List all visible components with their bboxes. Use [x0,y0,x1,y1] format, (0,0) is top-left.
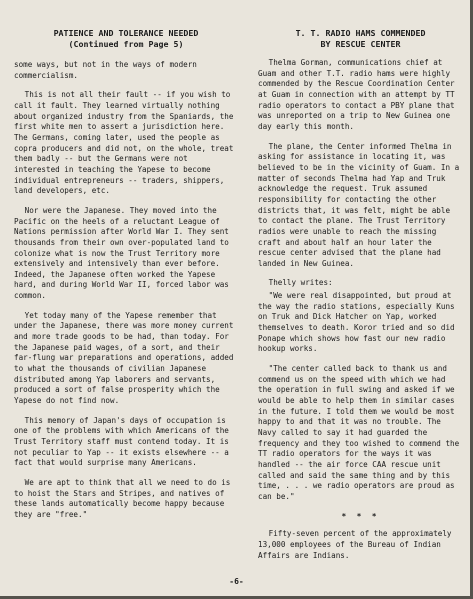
right-paragraph: "We were real disappointed, but proud at the way the radio stations, especially Kuns on Truk and Dick Hatcher on Yap, worked themselves to death. Koror tried and so did Ponape which shows how fast our new radio hookup works. [258,291,455,354]
section-separator: * * * [341,511,380,521]
left-paragraph: Yet today many of the Yapese remember that under the Japanese, there was more money current and more trade goods to be had, than today. For the Japanese paid wages, of a sort, and their far-flung war preparations and operations, added to what the thousands of civilian Japanese distributed among Yap laborers and servants, produced a sort of false prosperity which the Yapese do not find now. [14,310,234,406]
left-heading-subtitle: (Continued from Page 5) [68,39,184,49]
left-heading-title: PATIENCE AND TOLERANCE NEEDED [53,28,199,38]
page-number: -6- [229,577,244,586]
right-paragraph: Thelma Gorman, communications chief at Guam and other T.T. radio hams were highly commended by the Rescue Coordination Center at Guam in connection with an attempt by TT radio operators to contact a PBY plane that was unreported on a trip to New Guinea one day early this month. [258,58,455,131]
right-column [258,28,463,570]
right-paragraph: The plane, the Center informed Thelma in asking for assistance in locating it, was believed to be in the vicinity of Guam. In a matter of seconds Thelma had Yap and Truk acknowledge the request. Truk assumed responsibility for contacting the other districts that, it was felt, might be able to contact the plane. The Trust Territory radios were unable to reach the missing craft and about half an hour later the rescue center advised that the plane had landed in New Guinea. [258,141,460,268]
left-paragraph: This memory of Japan's days of occupation is one of the problems with which Americans of the Trust Territory staff must contend today. It is not peculiar to Yap -- it exists elsewhere -- a fact that would surprise many Americans. [14,415,229,468]
right-heading-subtitle: BY RESCUE CENTER [320,39,401,49]
closing-paragraph: Fifty-seven percent of the approximately 13,000 employees of the Bureau of Indian Affairs are Indians. [258,529,452,560]
right-article-heading [258,28,463,50]
right-heading-title: T. T. RADIO HAMS COMMENDED [295,28,426,38]
right-paragraph: "The center called back to thank us and commend us on the speed with which we had the operation in full swing and asked if we would be able to help them in similar cases in the future. I told them we would be most happy to and that it was no trouble. The Navy called to say it had guarded the frequency and they too wished to commend the TT radio operators for the ways it was handled -- the air force CAA rescue unit called and said the same thing and by this time, . . . we radio operators are proud as can be." [258,364,460,501]
left-paragraph: Nor were the Japanese. They moved into the Pacific on the heels of a reluctant League of Nations permission after World War I. They sent thousands from their own over-populated land to colonize what is now the Trust Territory more extensively and intensively than ever before. Indeed, the Japanese often worked the Yapese hard, and during World War II, forced labor was common. [14,205,229,301]
left-paragraph: This is not all their fault -- if you wish to call it fault. They learned virtually nothing about organized industry from the Spaniards, the first white men to assert a jurisdiction here. The Germans, coming later, used the people as copra producers and did not, on the whole, treat them badly -- but the Germans were not interested in teaching the Yapese to become individual entrepreneurs -- traders, shippers, land developers, etc. [14,90,234,196]
left-paragraph: We are apt to think that all we need to do is to hoist the Stars and Stripes, and natives of these lands automatically become happy because they are "free." [14,477,231,519]
left-article-heading [14,28,238,50]
left-column [14,28,238,530]
left-paragraph: some ways, but not in the ways of modern commercialism. [14,60,197,80]
right-paragraph: Thelly writes: [268,278,333,288]
